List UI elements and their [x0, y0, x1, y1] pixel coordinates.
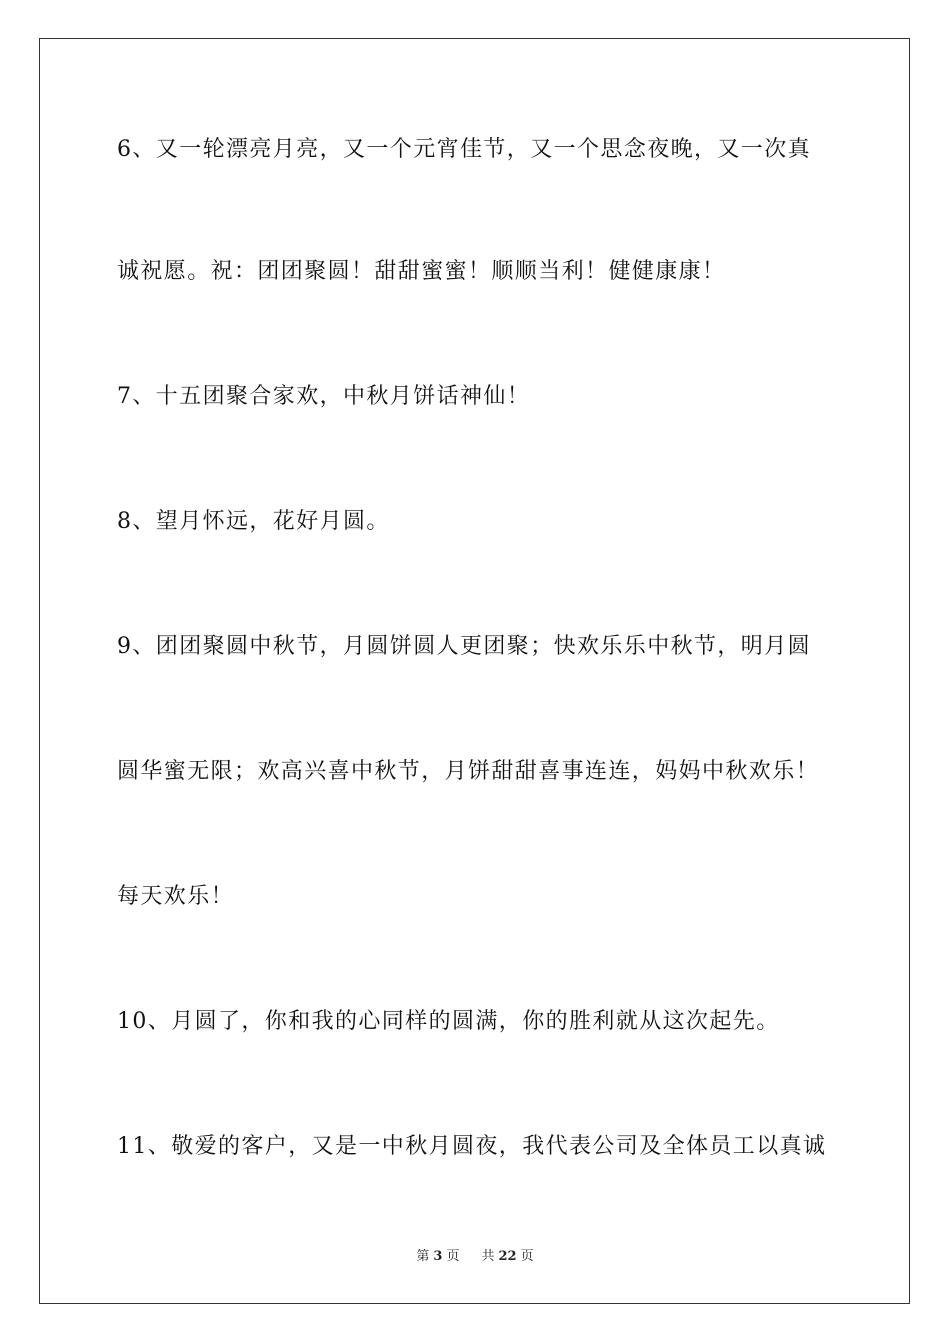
footer-page-prefix: 第: [416, 1249, 430, 1264]
text-line-4: 8、望月怀远，花好月圆。: [117, 509, 390, 534]
page-footer: [0, 1248, 950, 1266]
footer-total-pages: 22: [498, 1249, 517, 1264]
text-line-1: 6、又一轮漂亮月亮，又一个元宵佳节，又一个思念夜晚，又一次真: [117, 137, 811, 162]
text-line-9: 11、敬爱的客户，又是一中秋月圆夜，我代表公司及全体员工以真诚: [117, 1134, 827, 1159]
text-line-5: 9、团团聚圆中秋节，月圆饼圆人更团聚；快欢乐乐中秋节，明月圆: [117, 634, 811, 659]
footer-total-suffix: 页: [520, 1249, 534, 1264]
text-line-3: 7、十五团聚合家欢，中秋月饼话神仙！: [117, 384, 531, 409]
footer-page-number: 3: [433, 1249, 443, 1264]
footer-total-prefix: 共: [481, 1249, 495, 1264]
footer-page-suffix: 页: [446, 1249, 460, 1264]
text-line-8: 10、月圆了，你和我的心同样的圆满，你的胜利就从这次起先。: [117, 1009, 780, 1034]
text-line-6: 圆华蜜无限；欢高兴喜中秋节，月饼甜甜喜事连连，妈妈中秋欢乐！: [117, 759, 820, 784]
page-frame: [39, 38, 910, 1304]
text-line-7: 每天欢乐！: [117, 884, 235, 909]
text-line-2: 诚祝愿。祝：团团聚圆！甜甜蜜蜜！顺顺当利！健健康康！: [117, 259, 726, 284]
